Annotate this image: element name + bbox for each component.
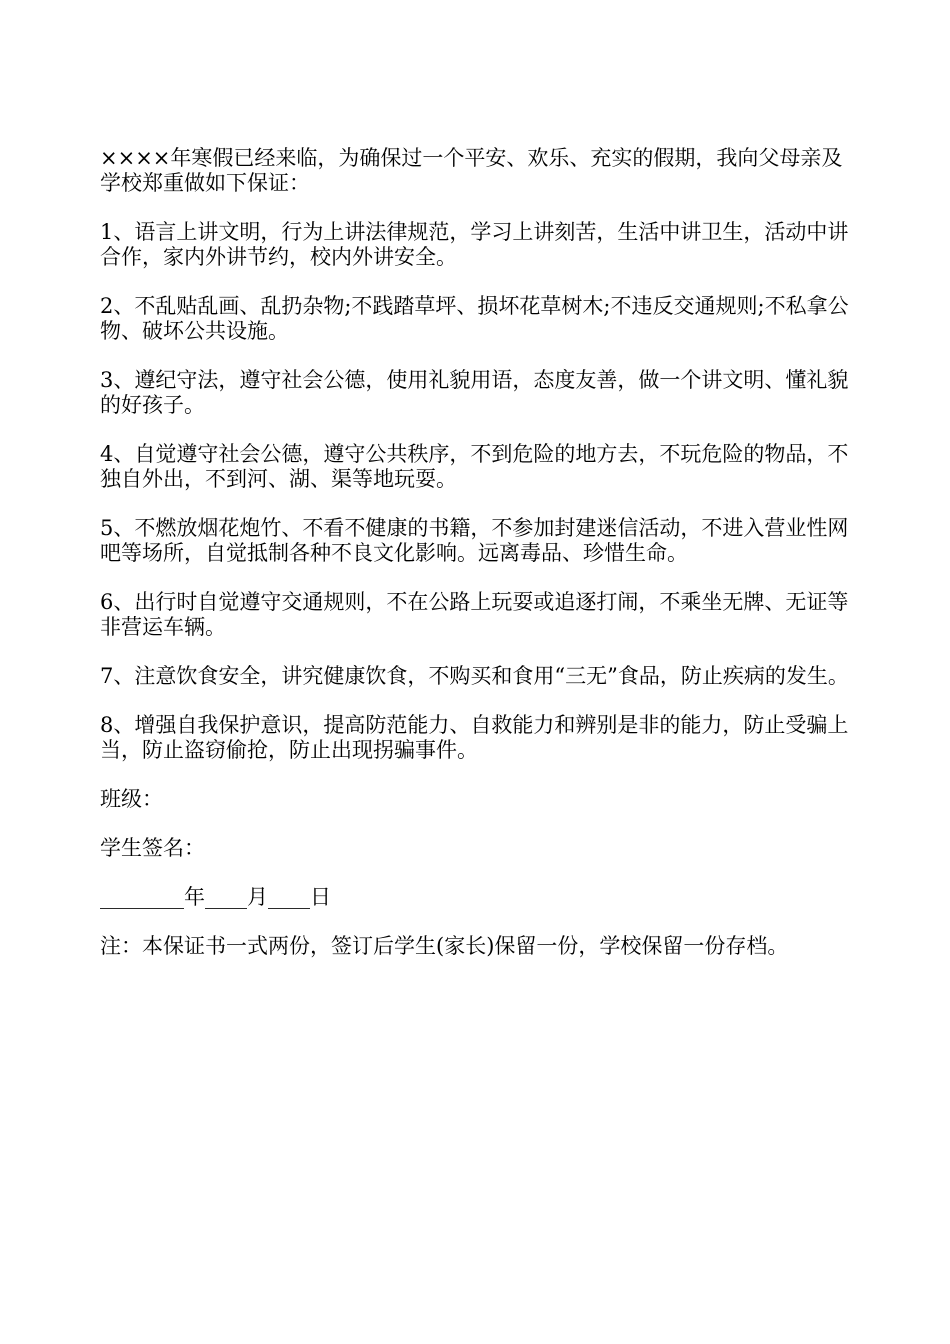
intro-paragraph: ××××年寒假已经来临，为确保过一个平安、欢乐、充实的假期，我向父母亲及学校郑重做如下保证： xyxy=(100,146,843,195)
note-paragraph: 注：本保证书一式两份，签订后学生(家长)保留一份，学校保留一份存档。 xyxy=(100,934,789,958)
pledge-item-1: 1、语言上讲文明，行为上讲法律规范，学习上讲刻苦，生活中讲卫生，活动中讲合作，家内外讲节约，校内外讲安全。 xyxy=(100,220,849,269)
pledge-item-2: 2、不乱贴乱画、乱扔杂物;不践踏草坪、损坏花草树木;不违反交通规则;不私拿公物、破坏公共设施。 xyxy=(100,294,849,343)
pledge-item-4: 4、自觉遵守社会公德，遵守公共秩序，不到危险的地方去，不玩危险的物品，不独自外出，不到河、湖、渠等地玩耍。 xyxy=(100,442,849,491)
class-label: 班级： xyxy=(100,787,163,811)
pledge-item-5: 5、不燃放烟花炮竹、不看不健康的书籍，不参加封建迷信活动，不进入营业性网吧等场所，自觉抵制各种不良文化影响。远离毒品、珍惜生命。 xyxy=(100,516,849,565)
date-line: ________年____月____日 xyxy=(100,885,331,909)
pledge-item-6: 6、出行时自觉遵守交通规则，不在公路上玩耍或追逐打闹，不乘坐无牌、无证等非营运车辆。 xyxy=(100,590,849,639)
pledge-item-3: 3、遵纪守法，遵守社会公德，使用礼貌用语，态度友善，做一个讲文明、懂礼貌的好孩子。 xyxy=(100,368,849,417)
student-signature-label: 学生签名： xyxy=(100,836,205,860)
pledge-item-7: 7、注意饮食安全，讲究健康饮食，不购买和食用“三无”食品，防止疾病的发生。 xyxy=(100,664,849,688)
pledge-item-8: 8、增强自我保护意识，提高防范能力、自救能力和辨别是非的能力，防止受骗上当，防止盗窃偷抢，防止出现拐骗事件。 xyxy=(100,713,849,762)
document-body xyxy=(100,146,852,959)
